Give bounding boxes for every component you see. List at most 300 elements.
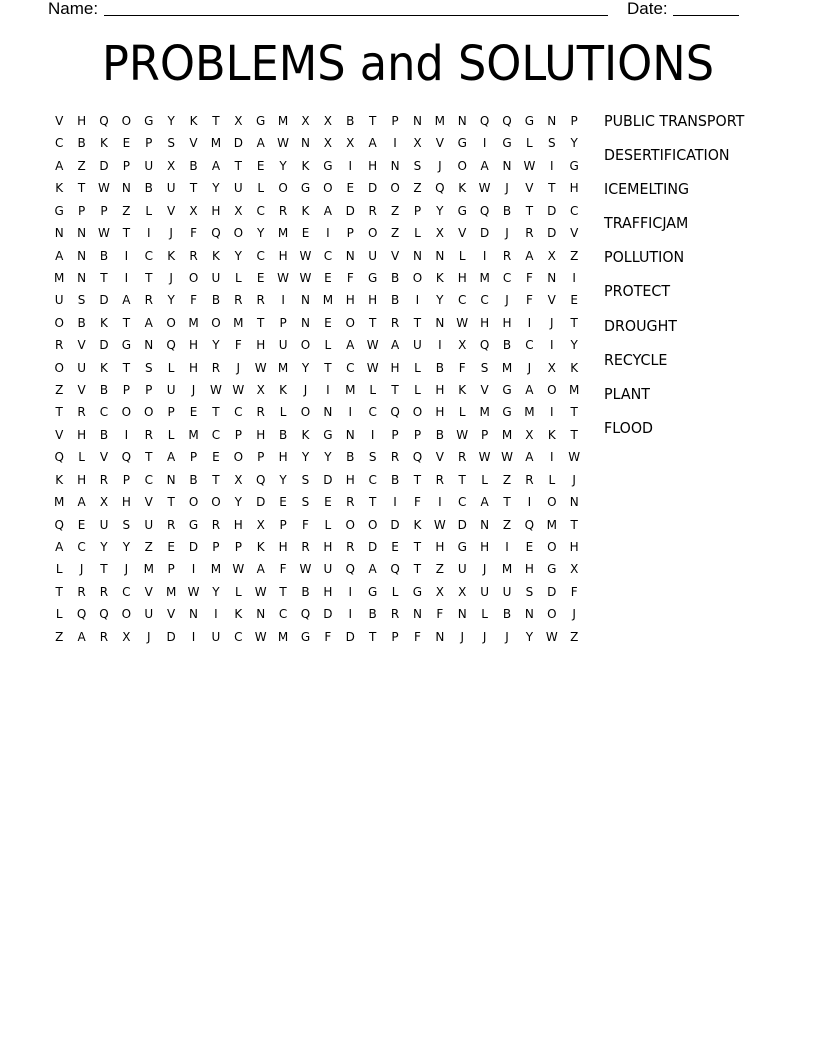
grid-letter: C — [569, 203, 579, 218]
grid-letter: V — [458, 226, 467, 241]
grid-letter: Z — [390, 226, 400, 241]
grid-letter: T — [279, 584, 287, 599]
grid-letter: U — [211, 270, 221, 285]
grid-letter: N — [301, 293, 310, 308]
grid-letter: L — [414, 383, 421, 398]
grid-letter: B — [502, 338, 512, 353]
grid-letter: N — [323, 405, 333, 420]
grid-letter: L — [55, 562, 63, 577]
grid-letter: G — [368, 270, 378, 285]
grid-letter: Q — [54, 450, 64, 465]
grid-letter: P — [391, 114, 399, 128]
grid-letter: M — [277, 114, 289, 128]
grid-letter: O — [323, 181, 333, 196]
grid-letter: T — [100, 270, 108, 285]
word-list-item: PLANT — [604, 384, 650, 403]
grid-letter: I — [393, 495, 397, 510]
grid-letter: B — [502, 203, 512, 218]
grid-letter: X — [435, 584, 444, 599]
grid-letter: N — [412, 248, 422, 263]
grid-letter: R — [278, 203, 288, 218]
grid-letter: H — [256, 338, 266, 353]
grid-letter: J — [550, 315, 554, 330]
grid-letter: H — [278, 450, 288, 465]
grid-letter: K — [458, 181, 467, 196]
grid-letter: V — [77, 338, 86, 353]
grid-letter: A — [55, 540, 64, 555]
grid-letter: N — [435, 315, 445, 330]
word-search-grid — [48, 110, 585, 648]
grid-letter: K — [100, 315, 108, 330]
grid-letter: H — [368, 158, 378, 173]
grid-letter: P — [413, 427, 422, 442]
grid-letter: V — [144, 584, 153, 599]
grid-letter: H — [323, 540, 333, 555]
grid-letter: P — [570, 114, 578, 128]
grid-letter: W — [254, 629, 267, 644]
grid-letter: I — [124, 270, 129, 285]
grid-letter: Z — [122, 203, 131, 218]
grid-letter: O — [233, 226, 244, 241]
word-list-item: POLLUTION — [604, 248, 685, 267]
grid-letter: W — [277, 270, 290, 285]
grid-letter: O — [547, 607, 557, 622]
grid-letter: U — [211, 629, 221, 644]
grid-letter: K — [413, 517, 422, 532]
grid-letter: T — [368, 495, 377, 510]
grid-letter: F — [525, 293, 533, 308]
grid-letter: P — [391, 427, 399, 442]
grid-letter: X — [122, 629, 131, 644]
grid-letter: G — [256, 114, 266, 128]
grid-letter: I — [124, 248, 129, 263]
grid-letter: S — [301, 472, 310, 487]
grid-letter: E — [324, 270, 332, 285]
grid-letter: P — [189, 450, 198, 465]
grid-letter: L — [414, 360, 421, 375]
grid-letter: C — [55, 136, 64, 151]
grid-letter: H — [457, 270, 467, 285]
grid-letter: E — [570, 293, 578, 308]
grid-letter: C — [234, 629, 243, 644]
grid-letter: I — [370, 427, 375, 442]
grid-letter: E — [324, 315, 332, 330]
grid-letter: O — [300, 405, 311, 420]
grid-letter: K — [570, 360, 579, 375]
grid-letter: W — [366, 360, 379, 375]
grid-letter: H — [77, 114, 87, 128]
grid-letter: S — [144, 360, 153, 375]
grid-letter: Y — [279, 158, 287, 173]
grid-letter: G — [502, 383, 512, 398]
page-title: PROBLEMS and SOLUTIONS — [101, 36, 715, 92]
grid-letter: O — [144, 405, 154, 420]
grid-letter: H — [278, 248, 288, 263]
grid-letter: R — [55, 338, 64, 353]
grid-letter: Q — [412, 450, 423, 465]
grid-letter: R — [99, 472, 109, 487]
grid-letter: X — [234, 472, 243, 487]
grid-letter: H — [524, 562, 534, 577]
grid-letter: B — [390, 293, 400, 308]
grid-letter: W — [366, 338, 379, 353]
grid-letter: T — [570, 427, 578, 442]
grid-letter: I — [438, 338, 442, 353]
grid-letter: D — [99, 338, 109, 353]
grid-letter: A — [77, 629, 86, 644]
grid-letter: I — [572, 270, 576, 285]
grid-letter: T — [413, 540, 422, 555]
grid-letter: U — [233, 181, 243, 196]
grid-letter: A — [77, 495, 86, 510]
grid-letter: I — [326, 383, 330, 398]
grid-letter: P — [77, 203, 86, 218]
grid-letter: T — [570, 517, 578, 532]
grid-letter: F — [413, 629, 421, 644]
grid-letter: M — [434, 114, 446, 128]
grid-letter: W — [98, 181, 110, 196]
grid-letter: J — [505, 181, 509, 196]
grid-letter: B — [301, 584, 310, 599]
grid-letter: A — [480, 495, 489, 510]
grid-letter: F — [190, 226, 197, 241]
grid-letter: A — [167, 450, 176, 465]
grid-letter: L — [78, 450, 85, 465]
grid-letter: X — [234, 203, 243, 218]
grid-letter: V — [435, 136, 444, 151]
grid-letter: T — [458, 472, 466, 487]
grid-letter: R — [99, 629, 109, 644]
grid-letter: L — [391, 584, 399, 599]
grid-letter: S — [167, 136, 175, 151]
grid-letter: I — [393, 136, 397, 151]
grid-letter: R — [234, 293, 243, 308]
grid-letter: R — [144, 427, 153, 442]
grid-letter: I — [550, 158, 554, 173]
grid-letter: C — [368, 405, 377, 420]
grid-letter: G — [457, 136, 467, 151]
grid-letter: L — [526, 136, 533, 151]
grid-letter: J — [303, 383, 308, 398]
grid-letter: O — [390, 181, 400, 196]
grid-letter: T — [570, 405, 578, 420]
grid-letter: H — [569, 540, 579, 555]
grid-letter: V — [547, 293, 556, 308]
grid-letter: F — [413, 495, 421, 510]
grid-letter: M — [501, 562, 513, 577]
grid-letter: J — [572, 472, 576, 487]
grid-letter: J — [460, 629, 464, 644]
grid-letter: V — [525, 181, 534, 196]
grid-letter: O — [547, 540, 557, 555]
grid-letter: W — [299, 270, 312, 285]
grid-letter: R — [390, 450, 400, 465]
grid-letter: M — [322, 293, 334, 308]
grid-letter: X — [547, 360, 556, 375]
grid-letter: H — [278, 540, 288, 555]
grid-letter: O — [345, 517, 355, 532]
grid-letter: Q — [524, 517, 535, 532]
grid-letter: W — [478, 181, 491, 196]
grid-letter: L — [481, 472, 488, 487]
grid-letter: H — [345, 293, 355, 308]
grid-letter: B — [211, 293, 221, 308]
grid-letter: V — [167, 607, 176, 622]
grid-letter: U — [99, 517, 109, 532]
grid-letter: V — [144, 495, 153, 510]
grid-letter: G — [144, 114, 154, 128]
grid-letter: N — [502, 158, 512, 173]
grid-letter: H — [211, 203, 221, 218]
grid-letter: H — [189, 360, 199, 375]
grid-letter: D — [547, 226, 557, 241]
grid-letter: P — [122, 472, 130, 487]
grid-letter: O — [412, 405, 423, 420]
grid-letter: Y — [167, 293, 175, 308]
grid-letter: P — [413, 203, 422, 218]
grid-letter: P — [145, 136, 153, 151]
grid-letter: N — [256, 607, 266, 622]
word-list-item: PUBLIC TRANSPORT — [604, 112, 745, 130]
grid-letter: K — [55, 472, 64, 487]
grid-letter: P — [391, 629, 399, 644]
grid-letter: L — [55, 607, 63, 622]
grid-letter: G — [323, 427, 333, 442]
grid-letter: M — [569, 383, 580, 398]
grid-letter: T — [324, 360, 332, 375]
grid-letter: G — [300, 181, 311, 196]
grid-letter: W — [568, 450, 581, 465]
grid-letter: G — [368, 584, 378, 599]
grid-letter: Z — [502, 472, 512, 487]
grid-letter: X — [99, 495, 109, 510]
grid-letter: E — [189, 405, 198, 420]
grid-letter: K — [211, 248, 220, 263]
grid-letter: G — [412, 584, 423, 599]
grid-letter: C — [122, 584, 131, 599]
grid-letter: K — [167, 248, 176, 263]
grid-letter: I — [527, 495, 532, 510]
grid-letter: B — [390, 270, 400, 285]
grid-letter: G — [569, 158, 579, 173]
grid-letter: A — [480, 158, 489, 173]
grid-letter: D — [166, 629, 176, 644]
grid-letter: N — [390, 158, 400, 173]
grid-letter: T — [55, 405, 63, 420]
grid-letter: B — [99, 427, 109, 442]
grid-letter: E — [301, 226, 310, 241]
grid-letter: C — [256, 248, 265, 263]
grid-letter: T — [100, 562, 108, 577]
grid-letter: C — [480, 293, 489, 308]
grid-letter: O — [412, 270, 423, 285]
grid-letter: U — [144, 607, 154, 622]
grid-letter: U — [77, 360, 86, 375]
grid-letter: Q — [435, 181, 445, 196]
grid-letter: X — [167, 158, 176, 173]
grid-letter: M — [143, 562, 154, 577]
grid-letter: Y — [301, 450, 310, 465]
grid-letter: T — [167, 495, 175, 510]
grid-letter: A — [256, 562, 265, 577]
grid-letter: O — [233, 450, 244, 465]
grid-letter: G — [323, 158, 333, 173]
grid-letter: X — [301, 114, 310, 128]
grid-letter: Q — [502, 114, 512, 128]
grid-letter: J — [169, 270, 173, 285]
grid-letter: I — [281, 293, 285, 308]
grid-letter: A — [368, 136, 377, 151]
grid-letter: H — [233, 517, 243, 532]
grid-letter: L — [369, 383, 376, 398]
grid-letter: E — [279, 495, 287, 510]
grid-letter: Q — [121, 450, 132, 465]
grid-letter: Z — [55, 383, 64, 398]
grid-letter: V — [167, 203, 176, 218]
grid-letter: V — [390, 248, 400, 263]
grid-letter: E — [256, 158, 265, 173]
grid-letter: Y — [100, 540, 108, 555]
grid-letter: M — [165, 584, 177, 599]
grid-letter: W — [299, 562, 312, 577]
grid-letter: A — [525, 383, 534, 398]
grid-letter: Q — [166, 338, 176, 353]
grid-letter: D — [368, 181, 378, 196]
grid-letter: B — [77, 315, 86, 330]
grid-letter: Y — [212, 584, 220, 599]
grid-letter: M — [54, 495, 65, 510]
grid-letter: Z — [144, 540, 153, 555]
grid-letter: Y — [570, 136, 578, 151]
grid-letter: M — [277, 629, 289, 644]
grid-letter: O — [345, 315, 355, 330]
grid-letter: V — [189, 136, 198, 151]
grid-letter: L — [324, 517, 332, 532]
grid-letter: B — [346, 114, 355, 128]
grid-letter: U — [502, 584, 512, 599]
grid-letter: R — [525, 472, 534, 487]
grid-letter: Q — [390, 562, 400, 577]
grid-letter: H — [480, 540, 490, 555]
grid-letter: N — [77, 270, 87, 285]
grid-letter: R — [346, 495, 355, 510]
grid-letter: P — [234, 427, 242, 442]
grid-letter: S — [77, 293, 86, 308]
grid-letter: R — [166, 517, 176, 532]
grid-letter: O — [278, 181, 288, 196]
grid-letter: R — [458, 450, 467, 465]
grid-letter: Z — [390, 203, 400, 218]
grid-letter: X — [570, 562, 579, 577]
word-list-item: DESERTIFICATION — [604, 146, 730, 165]
grid-letter: U — [144, 158, 154, 173]
grid-letter: R — [211, 517, 221, 532]
grid-letter: H — [189, 338, 199, 353]
grid-letter: D — [345, 629, 355, 644]
grid-letter: F — [346, 270, 354, 285]
grid-letter: A — [368, 562, 377, 577]
grid-letter: H — [121, 495, 131, 510]
grid-letter: F — [234, 338, 242, 353]
grid-letter: A — [346, 338, 355, 353]
grid-letter: D — [323, 607, 333, 622]
grid-letter: O — [121, 405, 132, 420]
grid-letter: B — [189, 158, 198, 173]
grid-letter: S — [301, 495, 310, 510]
grid-letter: F — [525, 270, 533, 285]
grid-letter: G — [524, 114, 535, 128]
grid-letter: H — [345, 472, 355, 487]
grid-letter: H — [435, 540, 445, 555]
grid-letter: R — [435, 472, 444, 487]
grid-letter: M — [501, 427, 513, 442]
grid-letter: F — [436, 607, 444, 622]
grid-letter: T — [55, 584, 63, 599]
grid-letter: W — [299, 248, 312, 263]
grid-letter: L — [145, 203, 153, 218]
grid-letter: J — [169, 226, 173, 241]
grid-letter: I — [415, 293, 420, 308]
grid-letter: D — [547, 203, 557, 218]
grid-letter: H — [435, 383, 445, 398]
grid-letter: K — [234, 607, 243, 622]
grid-letter: I — [214, 607, 218, 622]
grid-letter: Z — [570, 248, 579, 263]
grid-letter: P — [122, 158, 130, 173]
grid-letter: Z — [570, 629, 579, 644]
grid-letter: V — [570, 226, 579, 241]
grid-letter: T — [145, 450, 153, 465]
grid-letter: X — [435, 226, 444, 241]
grid-letter: F — [570, 584, 578, 599]
grid-letter: G — [300, 629, 311, 644]
grid-letter: W — [456, 427, 469, 442]
grid-letter: N — [166, 472, 176, 487]
grid-letter: C — [458, 293, 467, 308]
grid-letter: I — [348, 158, 353, 173]
grid-letter: O — [300, 338, 311, 353]
grid-letter: T — [570, 315, 578, 330]
grid-letter: O — [54, 360, 64, 375]
grid-letter: O — [547, 495, 557, 510]
grid-letter: O — [121, 607, 132, 622]
grid-letter: A — [256, 136, 265, 151]
grid-letter: N — [547, 114, 557, 128]
grid-letter: U — [166, 181, 176, 196]
grid-letter: M — [188, 427, 199, 442]
grid-letter: N — [457, 114, 467, 128]
date-label: Date: — [627, 0, 668, 18]
grid-letter: I — [124, 427, 129, 442]
grid-letter: J — [124, 562, 129, 577]
grid-letter: L — [279, 405, 287, 420]
grid-letter: W — [209, 383, 222, 398]
grid-letter: I — [505, 540, 509, 555]
grid-letter: W — [254, 584, 267, 599]
grid-letter: K — [256, 540, 265, 555]
grid-letter: P — [122, 383, 130, 398]
grid-letter: T — [257, 315, 265, 330]
grid-letter: Z — [77, 158, 86, 173]
grid-letter: W — [232, 383, 245, 398]
grid-letter: Y — [167, 114, 175, 128]
grid-letter: C — [458, 495, 467, 510]
grid-letter: I — [482, 248, 487, 263]
grid-letter: R — [390, 315, 400, 330]
grid-letter: D — [99, 158, 109, 173]
grid-letter: O — [457, 158, 467, 173]
grid-letter: S — [525, 584, 534, 599]
